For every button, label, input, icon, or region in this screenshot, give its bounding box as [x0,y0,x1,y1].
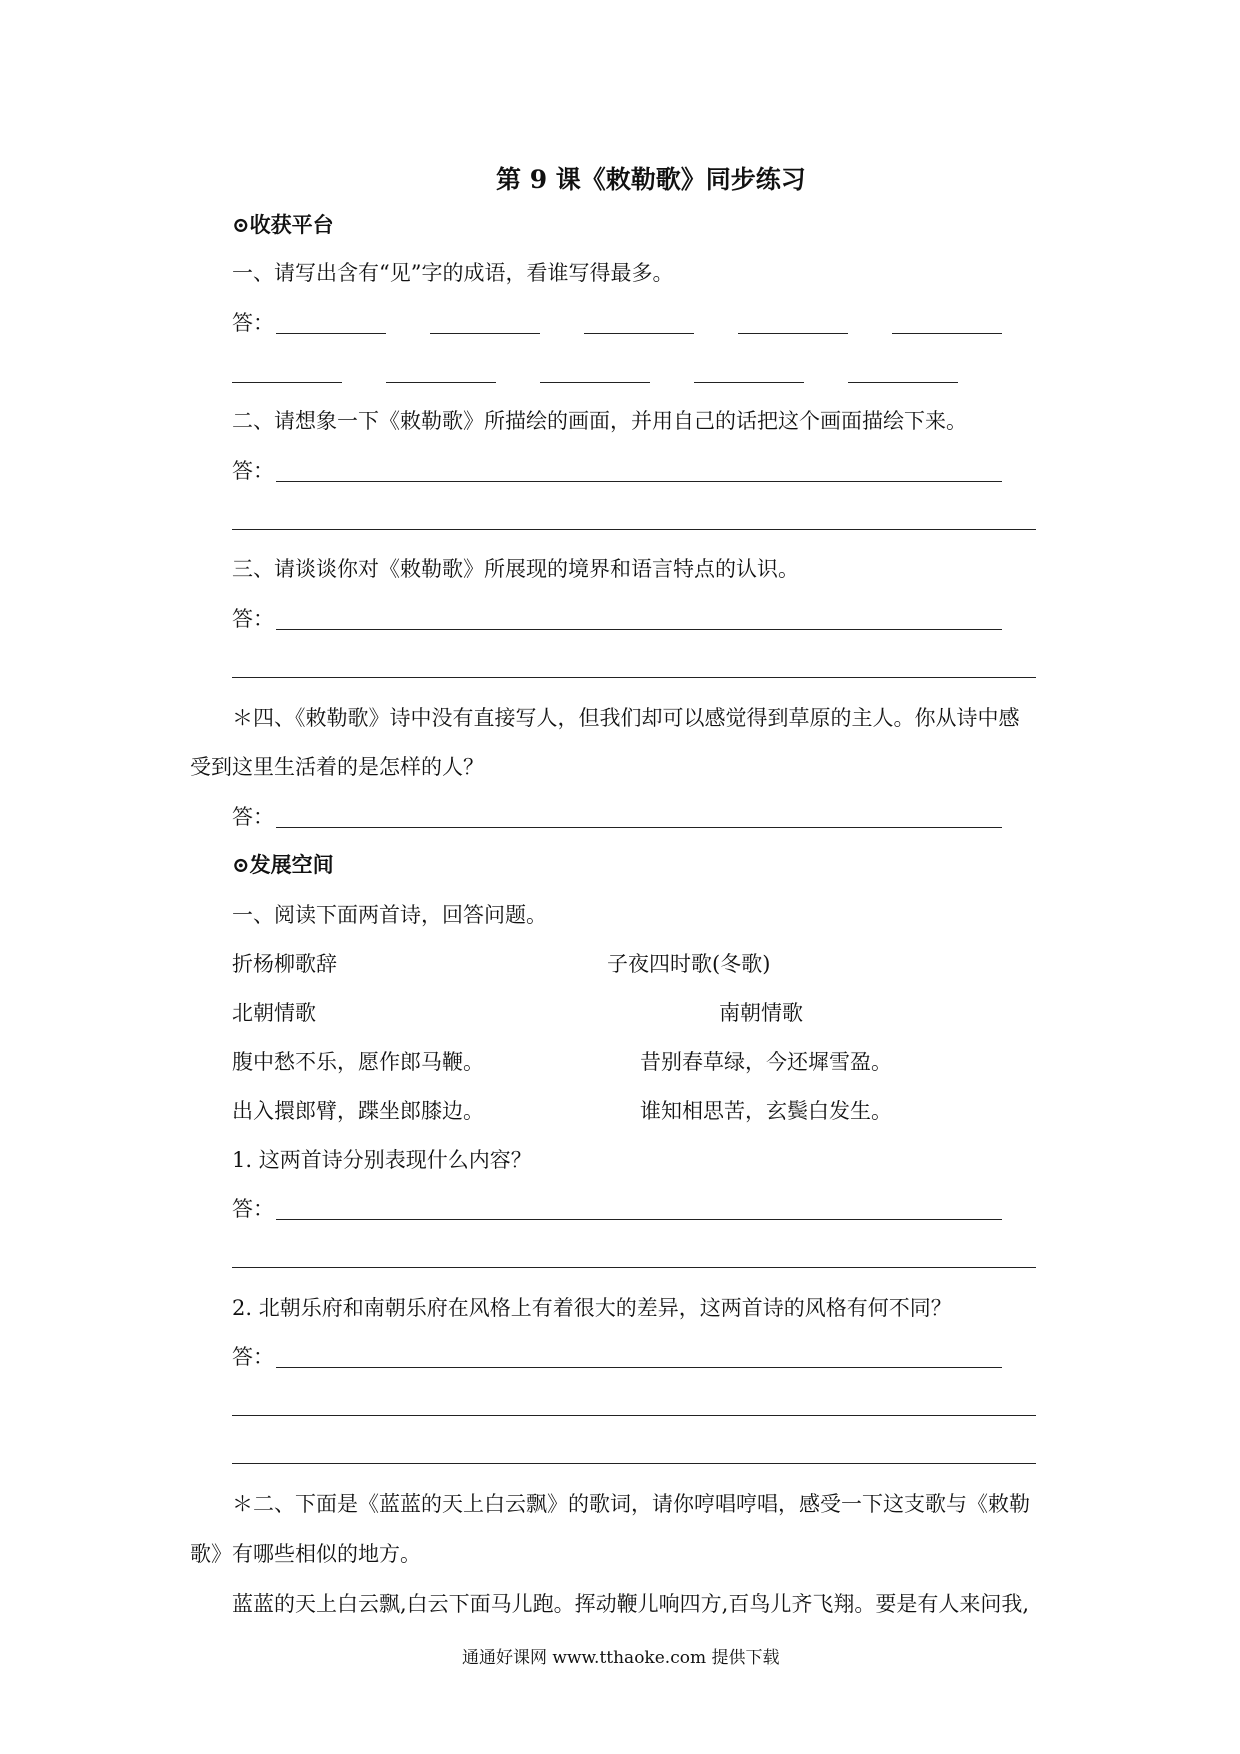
question-2: 二、请想象一下《敕勒歌》所描绘的画面，并用自己的话把这个画面描绘下来。 [232,409,967,433]
answer-label: 答： [232,459,274,483]
answer-line[interactable] [276,481,1002,482]
sub-question-1: 1. 这两首诗分别表现什么内容？ [232,1148,532,1172]
answer-label: 答： [232,1197,274,1221]
answer-label: 答： [232,311,274,335]
question-4-line1: ＊四、《敕勒歌》诗中没有直接写人，但我们却可以感觉得到草原的主人。你从诗中感 [232,706,1020,730]
answer-line[interactable] [232,1415,1036,1416]
answer-label: 答： [232,607,274,631]
poem-left-title: 折杨柳歌辞 [232,952,337,976]
section2-question-2-line1: ＊二、下面是《蓝蓝的天上白云飘》的歌词，请你哼唱哼唱，感受一下这支歌与《敕勒 [232,1492,1030,1516]
idiom-blank[interactable] [892,333,1002,334]
poem-left-line1: 腹中愁不乐，愿作郎马鞭。 [232,1050,484,1074]
poem-right-line1: 昔别春草绿，今还墀雪盈。 [640,1050,892,1074]
answer-line[interactable] [276,1367,1002,1368]
idiom-blank[interactable] [694,382,804,383]
section-heading-development: ⊙发展空间 [232,852,334,877]
poem-right-line2: 谁知相思苦，玄鬓白发生。 [640,1099,892,1123]
answer-label: 答： [232,1345,274,1369]
poem-right-title: 子夜四时歌(冬歌) [607,952,771,976]
answer-line[interactable] [232,1463,1036,1464]
idiom-blank[interactable] [430,333,540,334]
idiom-blank[interactable] [276,333,386,334]
poem-left-subtitle: 北朝情歌 [232,1001,316,1025]
answer-line[interactable] [276,827,1002,828]
question-1: 一、请写出含有“见”字的成语，看谁写得最多。 [232,261,674,285]
answer-line[interactable] [232,1267,1036,1268]
question-3: 三、请谈谈你对《敕勒歌》所展现的境界和语言特点的认识。 [232,557,799,581]
answer-line[interactable] [276,629,1002,630]
answer-line[interactable] [276,1219,1002,1220]
idiom-blank[interactable] [386,382,496,383]
answer-line[interactable] [232,677,1036,678]
section2-question-2-line2: 歌》有哪些相似的地方。 [190,1542,421,1566]
idiom-blank[interactable] [232,382,342,383]
poem-left-line2: 出入擐郎臂，蹀坐郎膝边。 [232,1099,484,1123]
answer-label: 答： [232,805,274,829]
poem-right-subtitle: 南朝情歌 [719,1001,803,1025]
page-footer: 通通好课网 www.tthaoke.com 提供下载 [462,1648,780,1668]
question-4-line2: 受到这里生活着的是怎样的人？ [190,755,484,779]
idiom-blank[interactable] [540,382,650,383]
idiom-blank[interactable] [584,333,694,334]
page-title: 第 9 课《敕勒歌》同步练习 [496,165,806,194]
section-heading-harvest: ⊙收获平台 [232,212,334,237]
idiom-blank[interactable] [848,382,958,383]
song-lyrics: 蓝蓝的天上白云飘,白云下面马儿跑。挥动鞭儿响四方,百鸟儿齐飞翔。要是有人来问我, [232,1592,1030,1616]
sub-question-2: 2. 北朝乐府和南朝乐府在风格上有着很大的差异，这两首诗的风格有何不同？ [232,1296,952,1320]
answer-line[interactable] [232,529,1036,530]
section2-question-1: 一、阅读下面两首诗，回答问题。 [232,903,547,927]
idiom-blank[interactable] [738,333,848,334]
